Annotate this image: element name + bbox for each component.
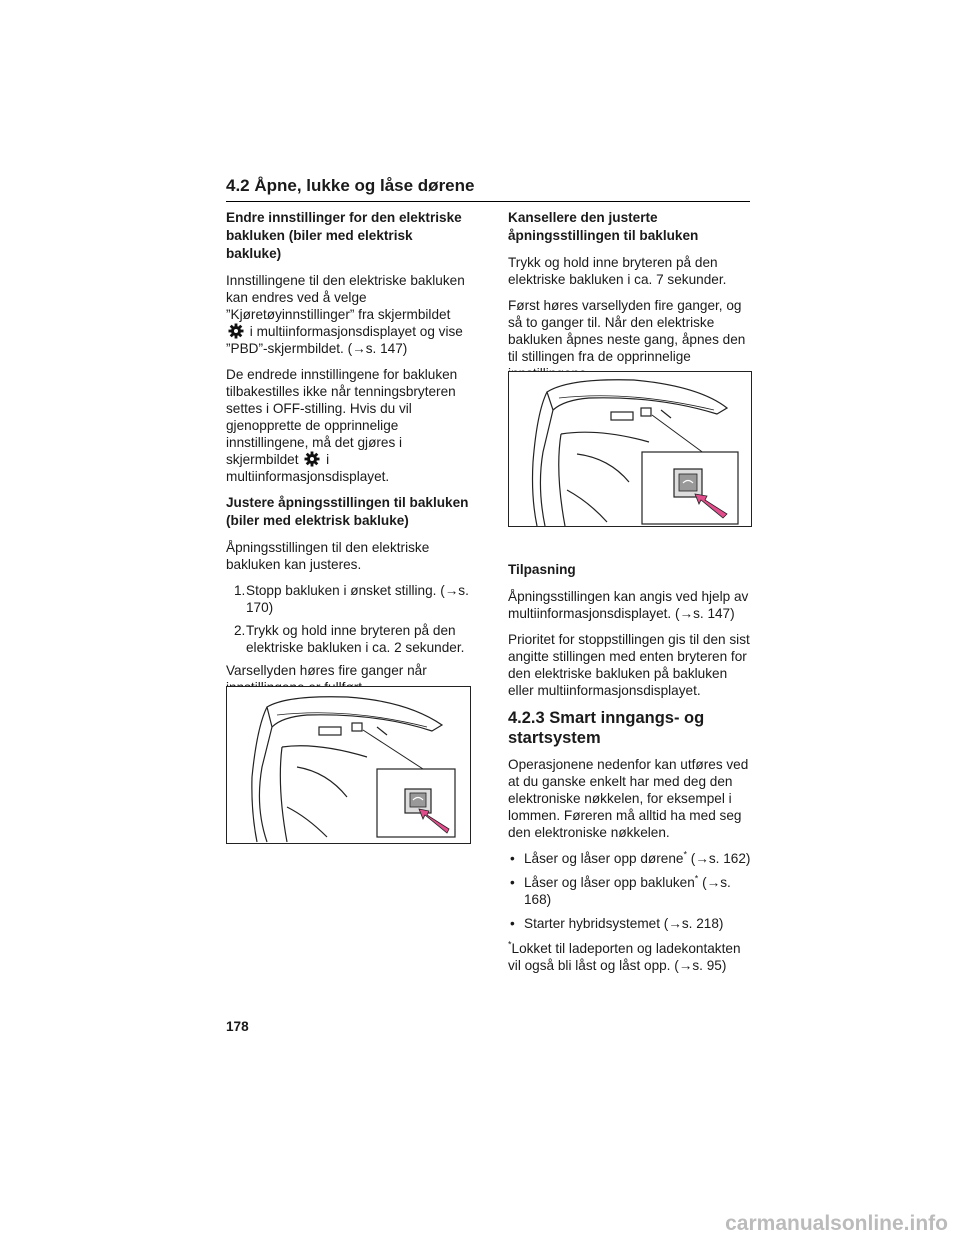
paragraph-customization: Åpningsstillingen kan angis ved hjelp av multiinformasjonsdisplayet. (→s. 147) xyxy=(508,589,749,621)
section-header xyxy=(226,176,750,202)
paragraph-reset-settings: De endrede innstillingene for bakluken tilbakestilles ikke når tenningsbryteren settes i OFF-stilling. Hvis du vil gjenopprette de opprinnelige innstillingene, må det gjøres i skjermbildet i multiinformasjonsdisplayet. xyxy=(226,367,458,484)
tailgate-drawing xyxy=(227,687,470,843)
heading-customization: Tilpasning xyxy=(508,562,576,577)
gear-icon xyxy=(228,323,244,339)
feature-list xyxy=(508,850,752,932)
left-column xyxy=(226,209,470,748)
tailgate-switch-illustration-2 xyxy=(508,371,752,527)
heading-change-settings: Endre innstillinger for den elektriske bakluken (biler med elektrisk bakluke) xyxy=(226,210,462,261)
list-item: 2. Trykk og hold inne bryteren på den elektriske bakluken i ca. 2 sekunder. xyxy=(234,623,465,655)
right-column xyxy=(508,209,752,983)
watermark: carmanualsonline.info xyxy=(725,1212,948,1235)
list-item: 1. Stopp bakluken i ønsket stilling. (→s. 170) xyxy=(234,583,469,615)
header-rule xyxy=(226,201,750,202)
footnote: *Lokket til ladeporten og ladekontakten vil også bli låst og låst opp. (→s. 95) xyxy=(508,939,741,973)
page-number: 178 xyxy=(226,1019,249,1034)
paragraph-adjust-opening: Åpningsstillingen til den elektriske bakluken kan justeres. xyxy=(226,540,430,572)
list-item: • Starter hybridsystemet (→s. 218) xyxy=(508,915,752,932)
paragraph-priority: Prioritet for stoppstillingen gis til den sist angitte stillingen med enten bryteren for den elektriske bakluken på bakluken eller multiinformasjonsdisplayet. xyxy=(508,632,750,698)
heading-cancel-adjusted: Kansellere den justerte åpningsstillingen til bakluken xyxy=(508,210,699,243)
heading-adjust-opening: Justere åpningsstillingen til bakluken (biler med elektrisk bakluke) xyxy=(226,495,469,528)
tailgate-drawing-2 xyxy=(509,372,751,526)
list-item: • Låser og låser opp bakluken* (→s. 168) xyxy=(508,874,752,908)
paragraph-smart-entry: Operasjonene nedenfor kan utføres ved at du ganske enkelt har med deg den elektroniske nøkkelen, for eksempel i lommen. Føreren må alltid ha med seg den elektroniske nøkkelen. xyxy=(508,757,749,840)
heading-smart-entry: 4.2.3 Smart inngangs- og startsystem xyxy=(508,709,705,747)
gear-icon xyxy=(304,451,320,467)
list-item: • Låser og låser opp dørene* (→s. 162) xyxy=(508,850,752,867)
paragraph-change-settings: Innstillingene til den elektriske bakluken kan endres ved å velge ”Kjøretøyinnstillinger” fra skjermbildet i multiinformasjonsdisplayet og vise ”PBD”-skjermbildet. (→s. 147) xyxy=(226,273,465,356)
paragraph-cancel-hold: Trykk og hold inne bryteren på den elektriske bakluken i ca. 7 sekunder. xyxy=(508,255,727,287)
paragraph-cancel-beep: Først høres varsellyden fire ganger, og så to ganger til. Når den elektriske bakluken åpnes neste gang, åpnes den til stillingen fra de opprinnelige xyxy=(508,298,746,364)
step-note-beep: Varsellyden høres fire ganger når xyxy=(226,663,427,678)
steps-list xyxy=(226,582,470,656)
section-title: 4.2 Åpne, lukke og låse dørene xyxy=(226,176,475,195)
tailgate-switch-illustration xyxy=(226,686,471,844)
